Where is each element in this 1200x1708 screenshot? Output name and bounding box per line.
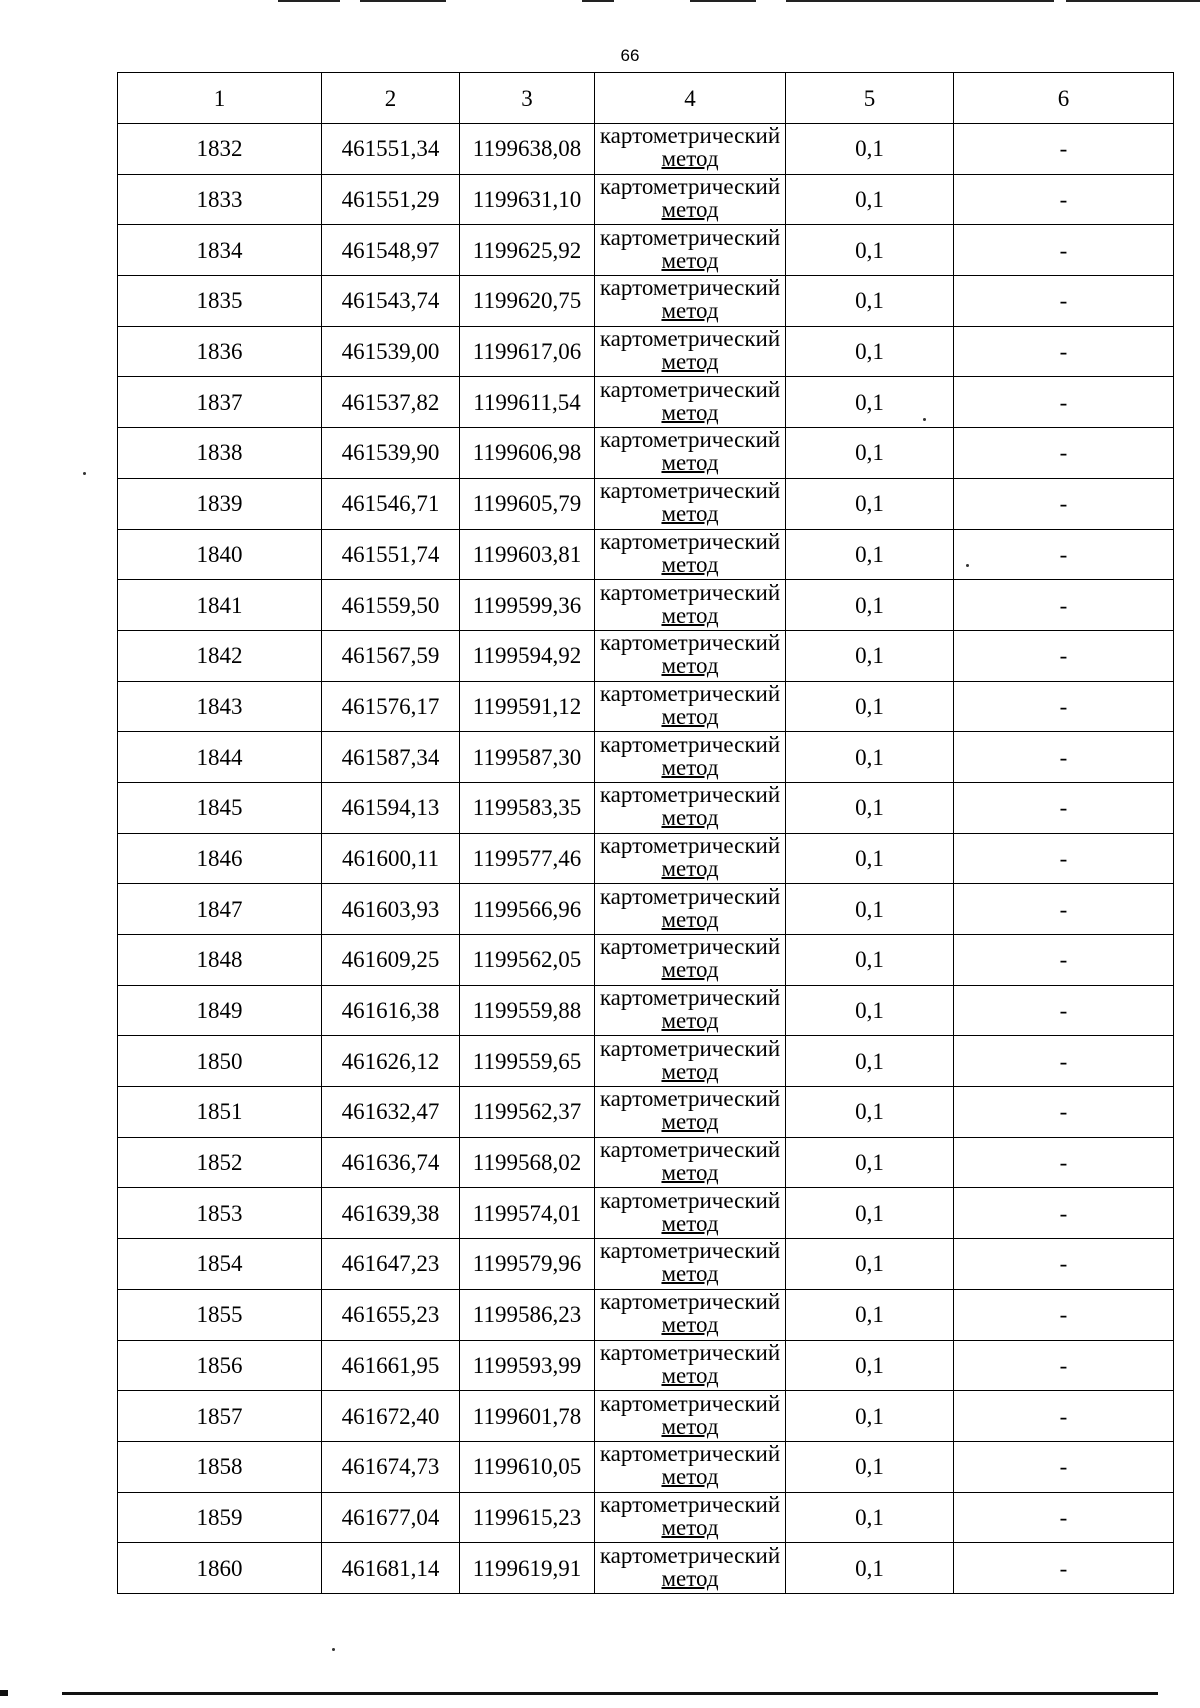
- note-cell: -: [954, 1239, 1174, 1290]
- note-cell: -: [954, 681, 1174, 732]
- method-line-2: метод: [661, 298, 719, 324]
- point-number-cell: 1834: [118, 225, 322, 276]
- method-line-2: метод: [661, 906, 719, 932]
- page-number: 66: [620, 46, 640, 65]
- note-cell: -: [954, 529, 1174, 580]
- x-coordinate-cell: 461626,12: [322, 1036, 460, 1087]
- y-coordinate-cell: 1199593,99: [460, 1340, 595, 1391]
- method-cell: [595, 225, 786, 276]
- y-coordinate-cell: 1199591,12: [460, 681, 595, 732]
- method-line-2: метод: [661, 146, 719, 172]
- table-header-row: [118, 73, 1174, 124]
- point-number-cell: 1858: [118, 1441, 322, 1492]
- table-row: [118, 276, 1174, 327]
- point-number-cell: 1849: [118, 985, 322, 1036]
- method-cell: [595, 580, 786, 631]
- scan-mark: [0, 1690, 8, 1696]
- x-coordinate-cell: 461681,14: [322, 1543, 460, 1594]
- method-cell: [595, 1391, 786, 1442]
- y-coordinate-cell: 1199617,06: [460, 326, 595, 377]
- y-coordinate-cell: 1199583,35: [460, 782, 595, 833]
- top-rule-segment: [582, 0, 614, 2]
- point-number-cell: 1842: [118, 630, 322, 681]
- method-line-2: метод: [661, 1413, 719, 1439]
- method-cell: [595, 1239, 786, 1290]
- y-coordinate-cell: 1199610,05: [460, 1441, 595, 1492]
- x-coordinate-cell: 461661,95: [322, 1340, 460, 1391]
- method-line-1: картометрический: [599, 376, 781, 402]
- note-cell: -: [954, 1289, 1174, 1340]
- precision-cell: 0,1: [786, 377, 954, 428]
- method-line-2: метод: [661, 1058, 719, 1084]
- top-rule-segment: [278, 0, 340, 2]
- method-line-1: картометрический: [599, 782, 781, 808]
- method-line-1: картометрический: [599, 985, 781, 1011]
- note-cell: -: [954, 1441, 1174, 1492]
- point-number-cell: 1851: [118, 1087, 322, 1138]
- method-cell: [595, 124, 786, 175]
- top-rule-segment: [360, 0, 446, 2]
- y-coordinate-cell: 1199562,05: [460, 935, 595, 986]
- x-coordinate-cell: 461600,11: [322, 833, 460, 884]
- point-number-cell: 1859: [118, 1492, 322, 1543]
- column-header: 2: [322, 73, 460, 124]
- method-line-1: картометрический: [599, 579, 781, 605]
- column-header: 3: [460, 73, 595, 124]
- point-number-cell: 1846: [118, 833, 322, 884]
- point-number-cell: 1850: [118, 1036, 322, 1087]
- method-line-1: картометрический: [599, 1289, 781, 1315]
- method-cell: [595, 1289, 786, 1340]
- x-coordinate-cell: 461636,74: [322, 1137, 460, 1188]
- precision-cell: 0,1: [786, 1137, 954, 1188]
- x-coordinate-cell: 461639,38: [322, 1188, 460, 1239]
- y-coordinate-cell: 1199611,54: [460, 377, 595, 428]
- method-line-1: картометрический: [599, 883, 781, 909]
- method-line-1: картометрический: [599, 326, 781, 352]
- method-line-1: картометрический: [599, 1542, 781, 1568]
- note-cell: -: [954, 1137, 1174, 1188]
- x-coordinate-cell: 461551,29: [322, 174, 460, 225]
- top-rule-segment: [690, 0, 756, 2]
- precision-cell: 0,1: [786, 1391, 954, 1442]
- precision-cell: 0,1: [786, 681, 954, 732]
- y-coordinate-cell: 1199586,23: [460, 1289, 595, 1340]
- x-coordinate-cell: 461672,40: [322, 1391, 460, 1442]
- point-number-cell: 1840: [118, 529, 322, 580]
- method-cell: [595, 681, 786, 732]
- y-coordinate-cell: 1199638,08: [460, 124, 595, 175]
- x-coordinate-cell: 461548,97: [322, 225, 460, 276]
- method-line-1: картометрический: [599, 1035, 781, 1061]
- y-coordinate-cell: 1199566,96: [460, 884, 595, 935]
- method-line-2: метод: [661, 1261, 719, 1287]
- coordinates-table: [117, 72, 1174, 1594]
- precision-cell: 0,1: [786, 276, 954, 327]
- method-line-2: метод: [661, 450, 719, 476]
- table-row: [118, 782, 1174, 833]
- table-row: [118, 428, 1174, 479]
- x-coordinate-cell: 461632,47: [322, 1087, 460, 1138]
- method-cell: [595, 1087, 786, 1138]
- point-number-cell: 1855: [118, 1289, 322, 1340]
- precision-cell: 0,1: [786, 630, 954, 681]
- note-cell: -: [954, 1036, 1174, 1087]
- table-row: [118, 884, 1174, 935]
- table-row: [118, 833, 1174, 884]
- method-line-2: метод: [661, 602, 719, 628]
- method-line-1: картометрический: [599, 1390, 781, 1416]
- table-row: [118, 732, 1174, 783]
- method-line-1: картометрический: [599, 1441, 781, 1467]
- method-line-2: метод: [661, 703, 719, 729]
- method-line-1: картометрический: [599, 934, 781, 960]
- note-cell: -: [954, 326, 1174, 377]
- method-cell: [595, 1036, 786, 1087]
- precision-cell: 0,1: [786, 580, 954, 631]
- precision-cell: 0,1: [786, 428, 954, 479]
- note-cell: -: [954, 732, 1174, 783]
- point-number-cell: 1837: [118, 377, 322, 428]
- y-coordinate-cell: 1199603,81: [460, 529, 595, 580]
- method-cell: [595, 782, 786, 833]
- method-line-2: метод: [661, 1362, 719, 1388]
- method-line-1: картометрический: [599, 478, 781, 504]
- method-line-1: картометрический: [599, 528, 781, 554]
- precision-cell: 0,1: [786, 326, 954, 377]
- method-line-2: метод: [661, 399, 719, 425]
- table-row: [118, 529, 1174, 580]
- column-header: 6: [954, 73, 1174, 124]
- column-header: 1: [118, 73, 322, 124]
- method-line-2: метод: [661, 501, 719, 527]
- precision-cell: 0,1: [786, 1036, 954, 1087]
- point-number-cell: 1835: [118, 276, 322, 327]
- y-coordinate-cell: 1199562,37: [460, 1087, 595, 1138]
- point-number-cell: 1852: [118, 1137, 322, 1188]
- y-coordinate-cell: 1199620,75: [460, 276, 595, 327]
- method-line-1: картометрический: [599, 427, 781, 453]
- precision-cell: 0,1: [786, 833, 954, 884]
- top-rule-segment: [786, 0, 1054, 2]
- table-row: [118, 630, 1174, 681]
- bottom-rule: [62, 1692, 1158, 1695]
- method-cell: [595, 529, 786, 580]
- table-row: [118, 1441, 1174, 1492]
- precision-cell: 0,1: [786, 1188, 954, 1239]
- x-coordinate-cell: 461543,74: [322, 276, 460, 327]
- method-line-2: метод: [661, 1514, 719, 1540]
- precision-cell: 0,1: [786, 1340, 954, 1391]
- point-number-cell: 1843: [118, 681, 322, 732]
- x-coordinate-cell: 461576,17: [322, 681, 460, 732]
- table-row: [118, 1391, 1174, 1442]
- table-row: [118, 225, 1174, 276]
- method-line-1: картометрический: [599, 1086, 781, 1112]
- x-coordinate-cell: 461616,38: [322, 985, 460, 1036]
- method-line-2: метод: [661, 1312, 719, 1338]
- precision-cell: 0,1: [786, 1441, 954, 1492]
- table-row: [118, 377, 1174, 428]
- point-number-cell: 1839: [118, 478, 322, 529]
- note-cell: -: [954, 1188, 1174, 1239]
- y-coordinate-cell: 1199599,36: [460, 580, 595, 631]
- method-cell: [595, 174, 786, 225]
- table-row: [118, 1239, 1174, 1290]
- method-line-2: метод: [661, 551, 719, 577]
- precision-cell: 0,1: [786, 1492, 954, 1543]
- table-row: [118, 935, 1174, 986]
- method-line-2: метод: [661, 1210, 719, 1236]
- table-row: [118, 124, 1174, 175]
- note-cell: -: [954, 782, 1174, 833]
- table-row: [118, 1137, 1174, 1188]
- method-line-2: метод: [661, 1109, 719, 1135]
- y-coordinate-cell: 1199559,88: [460, 985, 595, 1036]
- table-row: [118, 478, 1174, 529]
- table-row: [118, 1188, 1174, 1239]
- point-number-cell: 1860: [118, 1543, 322, 1594]
- y-coordinate-cell: 1199606,98: [460, 428, 595, 479]
- table-row: [118, 1087, 1174, 1138]
- method-cell: [595, 1492, 786, 1543]
- note-cell: -: [954, 884, 1174, 935]
- note-cell: -: [954, 1340, 1174, 1391]
- x-coordinate-cell: 461539,00: [322, 326, 460, 377]
- note-cell: -: [954, 985, 1174, 1036]
- x-coordinate-cell: 461677,04: [322, 1492, 460, 1543]
- y-coordinate-cell: 1199577,46: [460, 833, 595, 884]
- table-row: [118, 174, 1174, 225]
- method-line-2: метод: [661, 1160, 719, 1186]
- note-cell: -: [954, 1492, 1174, 1543]
- y-coordinate-cell: 1199568,02: [460, 1137, 595, 1188]
- y-coordinate-cell: 1199559,65: [460, 1036, 595, 1087]
- point-number-cell: 1847: [118, 884, 322, 935]
- method-cell: [595, 1188, 786, 1239]
- table-row: [118, 1543, 1174, 1594]
- note-cell: -: [954, 428, 1174, 479]
- point-number-cell: 1854: [118, 1239, 322, 1290]
- note-cell: -: [954, 478, 1174, 529]
- method-cell: [595, 276, 786, 327]
- y-coordinate-cell: 1199601,78: [460, 1391, 595, 1442]
- method-line-2: метод: [661, 1464, 719, 1490]
- method-line-1: картометрический: [599, 731, 781, 757]
- point-number-cell: 1856: [118, 1340, 322, 1391]
- method-cell: [595, 1137, 786, 1188]
- point-number-cell: 1857: [118, 1391, 322, 1442]
- x-coordinate-cell: 461587,34: [322, 732, 460, 783]
- point-number-cell: 1838: [118, 428, 322, 479]
- point-number-cell: 1832: [118, 124, 322, 175]
- method-line-1: картометрический: [599, 630, 781, 656]
- method-line-2: метод: [661, 349, 719, 375]
- point-number-cell: 1841: [118, 580, 322, 631]
- method-line-2: метод: [661, 653, 719, 679]
- y-coordinate-cell: 1199605,79: [460, 478, 595, 529]
- precision-cell: 0,1: [786, 935, 954, 986]
- method-line-2: метод: [661, 197, 719, 223]
- note-cell: -: [954, 935, 1174, 986]
- y-coordinate-cell: 1199574,01: [460, 1188, 595, 1239]
- precision-cell: 0,1: [786, 782, 954, 833]
- column-header: 5: [786, 73, 954, 124]
- note-cell: -: [954, 174, 1174, 225]
- precision-cell: 0,1: [786, 1087, 954, 1138]
- x-coordinate-cell: 461537,82: [322, 377, 460, 428]
- method-cell: [595, 935, 786, 986]
- point-number-cell: 1836: [118, 326, 322, 377]
- point-number-cell: 1844: [118, 732, 322, 783]
- precision-cell: 0,1: [786, 225, 954, 276]
- precision-cell: 0,1: [786, 1239, 954, 1290]
- method-line-1: картометрический: [599, 1137, 781, 1163]
- y-coordinate-cell: 1199587,30: [460, 732, 595, 783]
- y-coordinate-cell: 1199579,96: [460, 1239, 595, 1290]
- x-coordinate-cell: 461647,23: [322, 1239, 460, 1290]
- table-row: [118, 1340, 1174, 1391]
- table-row: [118, 326, 1174, 377]
- method-line-2: метод: [661, 1008, 719, 1034]
- method-cell: [595, 985, 786, 1036]
- x-coordinate-cell: 461539,90: [322, 428, 460, 479]
- x-coordinate-cell: 461551,74: [322, 529, 460, 580]
- method-cell: [595, 326, 786, 377]
- scan-speck: [332, 1648, 335, 1651]
- method-line-1: картометрический: [599, 224, 781, 250]
- method-cell: [595, 1543, 786, 1594]
- method-line-1: картометрический: [599, 1187, 781, 1213]
- method-cell: [595, 1441, 786, 1492]
- y-coordinate-cell: 1199615,23: [460, 1492, 595, 1543]
- column-header: 4: [595, 73, 786, 124]
- table-row: [118, 1036, 1174, 1087]
- note-cell: -: [954, 124, 1174, 175]
- x-coordinate-cell: 461674,73: [322, 1441, 460, 1492]
- method-line-2: метод: [661, 855, 719, 881]
- y-coordinate-cell: 1199594,92: [460, 630, 595, 681]
- note-cell: -: [954, 276, 1174, 327]
- method-line-2: метод: [661, 957, 719, 983]
- y-coordinate-cell: 1199619,91: [460, 1543, 595, 1594]
- method-line-1: картометрический: [599, 123, 781, 149]
- method-cell: [595, 884, 786, 935]
- method-cell: [595, 732, 786, 783]
- x-coordinate-cell: 461594,13: [322, 782, 460, 833]
- method-cell: [595, 428, 786, 479]
- method-line-2: метод: [661, 754, 719, 780]
- note-cell: -: [954, 377, 1174, 428]
- method-line-2: метод: [661, 1565, 719, 1591]
- table-row: [118, 1289, 1174, 1340]
- y-coordinate-cell: 1199625,92: [460, 225, 595, 276]
- method-line-2: метод: [661, 805, 719, 831]
- method-line-1: картометрический: [599, 1491, 781, 1517]
- method-line-1: картометрический: [599, 275, 781, 301]
- x-coordinate-cell: 461609,25: [322, 935, 460, 986]
- table-row: [118, 985, 1174, 1036]
- x-coordinate-cell: 461551,34: [322, 124, 460, 175]
- precision-cell: 0,1: [786, 732, 954, 783]
- note-cell: -: [954, 580, 1174, 631]
- note-cell: -: [954, 1391, 1174, 1442]
- x-coordinate-cell: 461603,93: [322, 884, 460, 935]
- top-rule-segment: [1066, 0, 1200, 2]
- precision-cell: 0,1: [786, 985, 954, 1036]
- table-row: [118, 1492, 1174, 1543]
- precision-cell: 0,1: [786, 478, 954, 529]
- method-cell: [595, 478, 786, 529]
- method-cell: [595, 1340, 786, 1391]
- method-line-1: картометрический: [599, 832, 781, 858]
- x-coordinate-cell: 461546,71: [322, 478, 460, 529]
- method-cell: [595, 833, 786, 884]
- method-line-1: картометрический: [599, 1339, 781, 1365]
- point-number-cell: 1845: [118, 782, 322, 833]
- note-cell: -: [954, 1543, 1174, 1594]
- precision-cell: 0,1: [786, 174, 954, 225]
- method-cell: [595, 377, 786, 428]
- precision-cell: 0,1: [786, 124, 954, 175]
- precision-cell: 0,1: [786, 1543, 954, 1594]
- table-row: [118, 580, 1174, 631]
- method-line-1: картометрический: [599, 174, 781, 200]
- note-cell: -: [954, 833, 1174, 884]
- note-cell: -: [954, 1087, 1174, 1138]
- table-row: [118, 681, 1174, 732]
- x-coordinate-cell: 461559,50: [322, 580, 460, 631]
- point-number-cell: 1833: [118, 174, 322, 225]
- scan-speck: [83, 472, 86, 475]
- x-coordinate-cell: 461567,59: [322, 630, 460, 681]
- method-line-1: картометрический: [599, 1238, 781, 1264]
- point-number-cell: 1853: [118, 1188, 322, 1239]
- note-cell: -: [954, 630, 1174, 681]
- point-number-cell: 1848: [118, 935, 322, 986]
- precision-cell: 0,1: [786, 529, 954, 580]
- precision-cell: 0,1: [786, 1289, 954, 1340]
- method-cell: [595, 630, 786, 681]
- method-line-1: картометрический: [599, 680, 781, 706]
- note-cell: -: [954, 225, 1174, 276]
- y-coordinate-cell: 1199631,10: [460, 174, 595, 225]
- method-line-2: метод: [661, 247, 719, 273]
- precision-cell: 0,1: [786, 884, 954, 935]
- x-coordinate-cell: 461655,23: [322, 1289, 460, 1340]
